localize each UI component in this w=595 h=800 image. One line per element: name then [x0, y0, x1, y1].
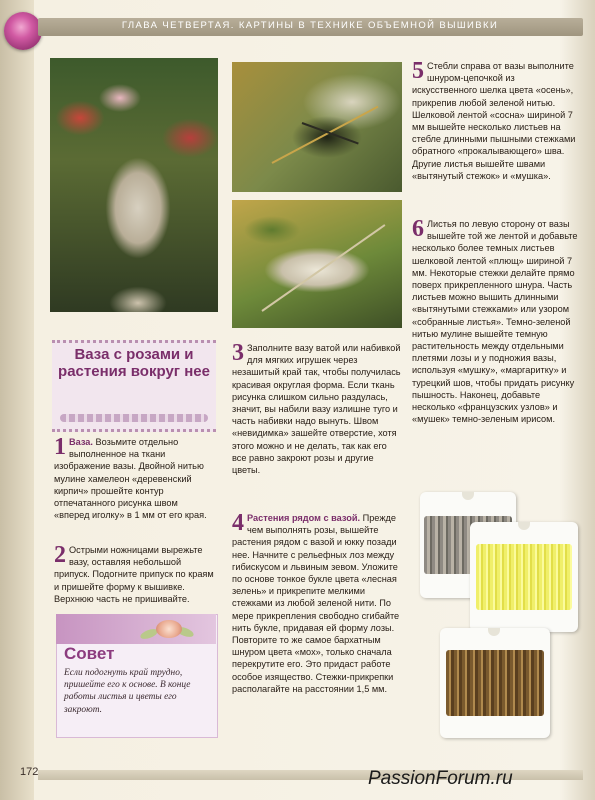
step-subtitle: Растения рядом с вазой. [247, 513, 361, 523]
page-number: 172 [20, 766, 39, 778]
page-binding-edge [0, 0, 34, 800]
thread-spool-brown [440, 628, 550, 738]
step-text: Возьмите отдельно выполненное на ткани изображение вазы. Двойной нитью мулине хамелеон «деревенский кирпич» прошейте контур отпечатанного рисунка швом «вперед иголку» в 1 мм от его края. [54, 437, 207, 521]
photo-stitching-detail [232, 62, 402, 192]
step-text: Прежде чем выполнять розы, вышейте растения рядом с вазой и юкку позади нее. Начните с рельефных лоз между гибискусом и львиным зевом. Уложите по основе тонкое букле цвета «лесная зелень» и прикрепите мелкими стежками из любой зеленой нити. По мере прикрепления свободно сгибайте нить букле, придавая ей форму лозы. Повторите то же самое бархатным шнуром цвета «мох», только сначала перекрутите его. Это придаст работе особое изящество. Стежки-прикрепки располагайте на расстоянии 1,5 мм. [232, 513, 400, 694]
step-number: 4 [232, 510, 244, 536]
step-2 [54, 544, 214, 605]
needle-line [272, 106, 379, 164]
advice-text: Если подогнуть край трудно, пришейте его к основе. В конце работы листья и цветы его закроют. [64, 668, 191, 715]
rose-icon [4, 12, 42, 50]
step-5 [412, 60, 578, 182]
spool-notch [518, 522, 530, 530]
step-number: 6 [412, 216, 424, 242]
step-6 [412, 218, 578, 425]
step-text: Листья по левую сторону от вазы вышейте той же лентой и добавьте несколько более темных листьев шелковой лентой «плющ» шириной 7 мм. Некоторые стежки делайте прямо поверх прикрепленного шнура. Часть листьев можно вышить длинными «вытянутыми стежками» или узором «собранные листья». Темно-зеленой нитью мулине вышейте темную растительность между отдельными плетями лозы и у подножия вазы, используя «мушку», «маргаритку» и турецкий шов, чтобы придать рисунку пышность. Наконец, добавьте несколько «французских узлов» и «мушек» темно-зеленым ирисом. [412, 219, 578, 425]
advice-header-band [56, 614, 216, 644]
step-text: Заполните вазу ватой или набивкой для мягких игрушек через незашитый край так, чтобы получилась красивая округлая форма. Если ткань рисунка слишком сильно раздулась, значит, вы набили вазу излишне туго и часть набивки надо вынуть. Швом «невидимка» зашейте отверстие, хотя этого можно и не делать, так как его все равно закроют розы и другие цветы. [232, 343, 401, 476]
spool-thread [476, 544, 572, 610]
thread-spool-yellow [470, 522, 578, 632]
step-number: 2 [54, 542, 66, 568]
decorative-braid [60, 414, 208, 422]
step-number: 3 [232, 340, 244, 366]
step-number: 5 [412, 58, 424, 84]
needle-line [261, 224, 385, 312]
advice-title: Совет [64, 644, 115, 663]
step-1 [54, 436, 214, 521]
step-number: 1 [54, 434, 66, 460]
chapter-header-title: ГЛАВА ЧЕТВЕРТАЯ. КАРТИНЫ В ТЕХНИКЕ ОБЪЕМНОЙ ВЫШИВКИ [121, 20, 499, 31]
rose-icon [156, 620, 182, 638]
step-4 [232, 512, 402, 695]
spool-notch [488, 628, 500, 636]
step-text: Острыми ножницами вырежьте вазу, оставляя небольшой припуск. Подогните припуск по краям и пришейте форму к вышивке. Верхнюю часть не пришивайте. [54, 545, 214, 604]
spool-thread [446, 650, 544, 716]
spool-notch [462, 492, 474, 500]
step-3 [232, 342, 402, 476]
site-watermark: PassionForum.ru [368, 768, 513, 789]
step-text: Стебли справа от вазы выполните шнуром-цепочкой из искусственного шелка цвета «осень», прикрепив любой зеленой нитью. Шелковой лентой «сосна» шириной 7 мм вышейте несколько листьев на стебле длинными пышными стежками обратного «прокалывающего» шва. Другие листья вышейте швами «вытянутый стежок» и «мушка». [412, 61, 576, 181]
step-subtitle: Ваза. [69, 437, 93, 447]
section-title: Ваза с розами и растения вокруг нее [58, 346, 210, 380]
photo-stuffing-vase [232, 200, 402, 328]
photo-vase-painting [50, 58, 218, 312]
